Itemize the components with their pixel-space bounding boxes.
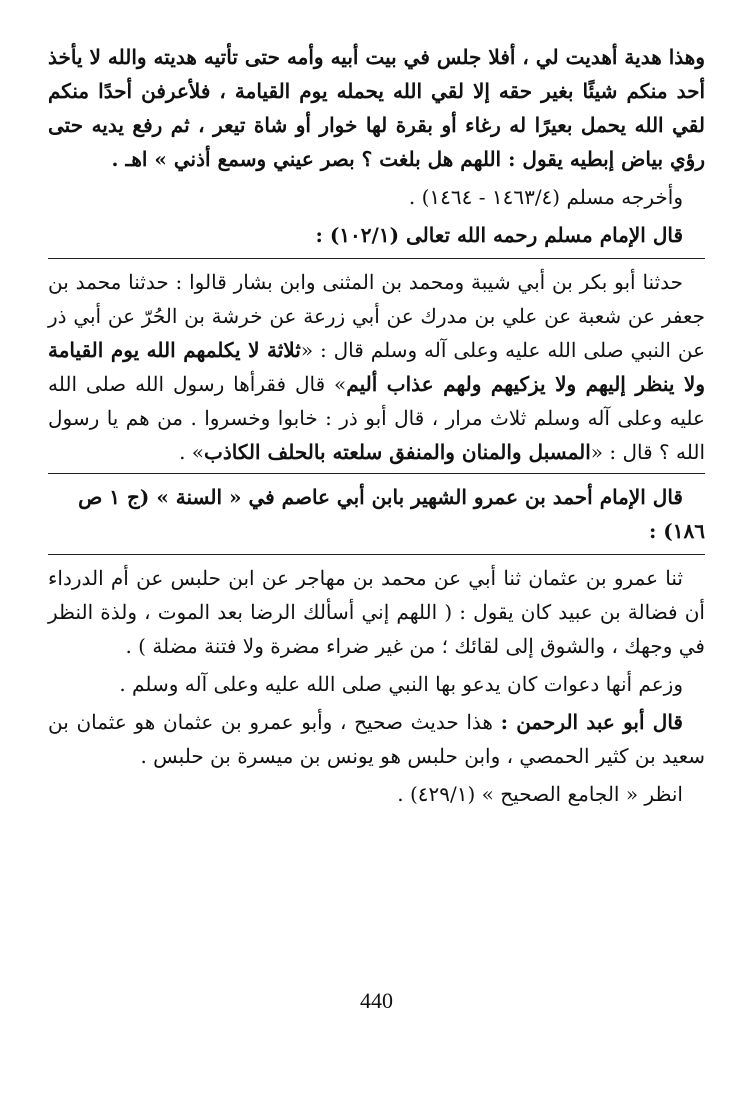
author-comment — [48, 705, 705, 773]
heading-ibn-abi-asim: قال الإمام أحمد بن عمرو الشهير بابن أبي عاصم في « السنة » (ج ١ ص ١٨٦) : — [78, 485, 705, 543]
closing-quote: » . — [179, 440, 205, 464]
heading-imam-muslim: قال الإمام مسلم رحمه الله تعالى (١٠٢/١) : — [315, 223, 683, 247]
section-divider — [48, 258, 705, 259]
section-divider-2 — [48, 473, 705, 474]
section-divider-3 — [48, 554, 705, 555]
hadith-continuation: وهذا هدية أهديت لي ، أفلا جلس في بيت أبيه وأمه حتى تأتيه هديته والله لا يأخذ أحد منكم شيئًا بغير حقه إلا لقي الله يحمله يوم القيامة ، فلأعرفن أحدًا منكم لقي الله يحمل بعيرًا له رغاء أو بقرة لها خوار أو شاة تيعر ، ثم رفع يديه حتى رؤي بياض إبطيه يقول : اللهم هل بلغت ؟ بصر عيني وسمع أذني » اهـ . — [48, 45, 705, 171]
matn-bold-1: ثلاثة لا يكلمهم الله يوم القيامة ولا ينظر إليهم ولا يزكيهم ولهم عذاب أليم — [48, 338, 705, 396]
athar-fadala: ثنا عمرو بن عثمان ثنا أبي عن محمد بن مهاجر عن ابن حلبس عن أم الدرداء أن فضالة بن عبيد كان يقول : ( اللهم إني أسألك الرضا بعد الموت ، ولذة النظر في وجهك ، والشوق إلى لقائك ؛ من غير ضراء مضرة ولا فتنة مضلة ) . — [48, 566, 705, 658]
isnad-text: حدثنا أبو بكر بن أبي شيبة ومحمد بن المثنى وابن بشار قالوا : حدثنا محمد بن جعفر عن شعبة عن علي بن مدرك عن أبي زرعة عن خرشة بن الحُرّ عن أبي ذر عن النبي صلى الله عليه وعلى آله وسلم قال : « — [48, 270, 705, 362]
page-number: 440 — [360, 988, 393, 1013]
author-comment-text: هذا حديث صحيح ، وأبو عمرو بن عثمان هو عثمان بن سعيد بن كثير الحمصي ، وابن حلبس هو يونس بن ميسرة بن حلبس . — [48, 710, 705, 768]
hadith-abu-dhar — [48, 265, 705, 469]
author-label: قال أبو عبد الرحمن : — [500, 710, 683, 734]
athar-note: وزعم أنها دعوات كان يدعو بها النبي صلى الله عليه وعلى آله وسلم . — [119, 672, 683, 696]
matn-bold-2: المسبل والمنان والمنفق سلعته بالحلف الكاذب — [204, 440, 591, 464]
reference-note: انظر « الجامع الصحيح » (٤٢٩/١) . — [397, 782, 683, 806]
isnad-text-2: » قال فقرأها رسول الله صلى الله عليه وعلى آله وسلم ثلاث مرار ، قال أبو ذر : خابوا وخسروا . من هم يا رسول الله ؟ قال : « — [48, 372, 705, 464]
takhrij-muslim: وأخرجه مسلم (١٤٦٣/٤ - ١٤٦٤) . — [408, 185, 683, 209]
